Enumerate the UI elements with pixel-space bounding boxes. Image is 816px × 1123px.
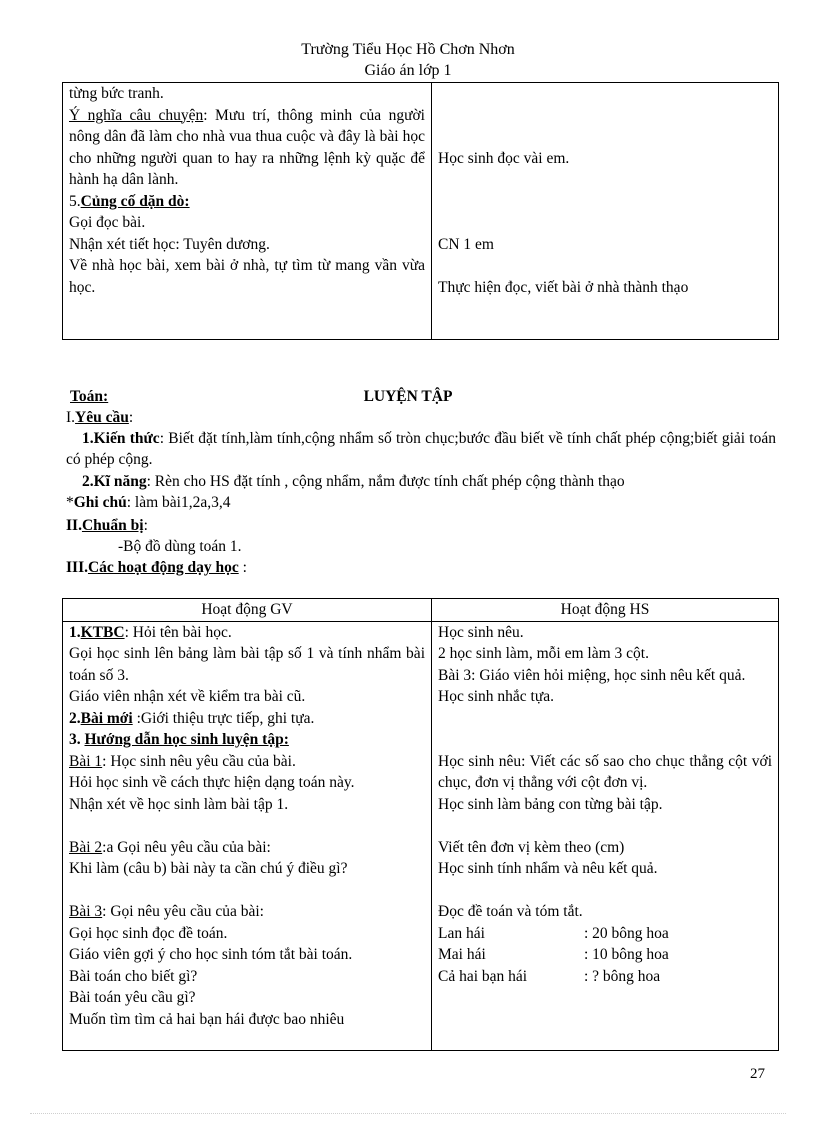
call-line: Gọi học sinh lên bảng làm bài tập số 1 và tính nhẩm bài toán số 3. bbox=[69, 645, 425, 684]
prep-colon: : bbox=[143, 517, 148, 534]
ktbc-number: 1. bbox=[69, 623, 81, 641]
act-number: III. bbox=[66, 559, 88, 576]
exercise3-text: : Gọi nêu yêu cầu của bài: bbox=[102, 903, 264, 920]
teacher-check-line: Giáo viên nhận xét về kiểm tra bài cũ. bbox=[69, 688, 306, 705]
guide-label: Hướng dẫn học sinh luyện tập: bbox=[84, 731, 289, 748]
students-read: Học sinh đọc vài em. bbox=[438, 149, 570, 167]
exercise1-label: Bài 1 bbox=[69, 752, 103, 770]
homework-line: Về nhà học bài, xem bài ở nhà, tự tìm từ mang vần vừa học. bbox=[69, 257, 425, 296]
req-colon: : bbox=[128, 409, 134, 426]
note-label: Ghi chú bbox=[73, 494, 127, 511]
knowledge-label: Kiến thức bbox=[93, 430, 160, 447]
exercise3-asked: Bài toán yêu cầu gì? bbox=[69, 989, 196, 1006]
write-line: Học sinh nêu: Viết các số sao cho chục thẳng cột với chục, đơn vị thẳng với cột đơn vị. bbox=[438, 752, 772, 791]
page-number: 27 bbox=[750, 1066, 765, 1082]
meaning-paragraph bbox=[69, 105, 425, 191]
note-text: : làm bài1,2a,3,4 bbox=[126, 494, 231, 511]
exercise3-label: Bài 3 bbox=[69, 903, 103, 920]
knowledge-paragraph bbox=[66, 428, 776, 470]
exercise1-ask: Hỏi học sinh về cách thực hiện dạng toán này. bbox=[69, 774, 355, 791]
note-line bbox=[66, 492, 230, 513]
new-lesson-line bbox=[69, 708, 425, 730]
exercise1-review: Nhận xét về học sinh làm bài tập 1. bbox=[69, 795, 289, 813]
prep-label: Chuẩn bị bbox=[81, 517, 144, 534]
unit-line: Viết tên đơn vị kèm theo (cm) bbox=[438, 838, 625, 856]
exercise3-find: Muốn tìm tìm cả hai bạn hái được bao nhiêu bbox=[69, 1010, 345, 1028]
ktbc-text: : Hỏi tên bài học. bbox=[124, 623, 232, 641]
prep-item: -Bộ đồ dùng toán 1. bbox=[118, 538, 242, 555]
grade-label: Giáo án lớp 1 bbox=[364, 62, 452, 79]
exercise2-ask: Khi làm (câu b) bài này ta cần chú ý điều gì? bbox=[69, 860, 348, 877]
section5-title: Củng cố dặn dò: bbox=[80, 192, 190, 210]
guide-number: 3. bbox=[69, 731, 85, 748]
activities-table bbox=[62, 598, 779, 1051]
page-bottom-divider bbox=[30, 1113, 786, 1114]
act-label: Các hoạt động dạy học bbox=[87, 559, 239, 576]
both-value: : ? bông hoa bbox=[584, 967, 661, 985]
repeat-line: Học sinh nhắc tựa. bbox=[438, 688, 555, 705]
lesson-title: LUYỆN TẬP bbox=[363, 388, 453, 405]
new-text: :Giới thiệu trực tiếp, ghi tựa. bbox=[132, 709, 315, 727]
oral-line: Bài 3: Giáo viên hỏi miệng, học sinh nêu kết quả. bbox=[438, 666, 746, 684]
exercise1-line bbox=[69, 751, 425, 773]
lan-value: : 20 bông hoa bbox=[584, 924, 669, 942]
mai-name: Mai hái bbox=[438, 946, 486, 963]
lan-name: Lan hái bbox=[438, 924, 485, 942]
reading-lesson-table bbox=[62, 82, 779, 340]
two-students-line: 2 học sinh làm, mỗi em làm 3 cột. bbox=[438, 645, 649, 662]
header-teacher: Hoạt động GV bbox=[63, 599, 432, 622]
new-label: Bài mới bbox=[80, 709, 133, 727]
skill-number: 2. bbox=[82, 473, 94, 490]
ktbc-label: KTBC bbox=[80, 623, 125, 641]
read-line: Gọi đọc bài. bbox=[69, 214, 146, 231]
table-row bbox=[63, 83, 779, 340]
exercise1-text: : Học sinh nêu yêu cầu của bài. bbox=[102, 752, 296, 770]
guide-line bbox=[69, 729, 425, 751]
req-label: Yêu cầu bbox=[75, 409, 129, 426]
mental-line: Học sinh tính nhẩm và nêu kết quả. bbox=[438, 860, 658, 877]
header-student: Hoạt động HS bbox=[432, 599, 779, 622]
exercise3-read: Gọi học sinh đọc đề toán. bbox=[69, 924, 228, 942]
exercise2-label: Bài 2 bbox=[69, 838, 103, 856]
meaning-text: : Mưu trí, thông minh của người nông dân đã làm cho nhà vua thua cuộc và đây là bài học cho những người quan to hay ra những lệnh kỳ quặc để hành hạ dân lành. bbox=[69, 106, 425, 188]
act-colon: : bbox=[238, 559, 247, 576]
teacher-activities bbox=[63, 621, 432, 1050]
lan-line bbox=[438, 923, 772, 945]
practice-line: Thực hiện đọc, viết bài ở nhà thành thạo bbox=[438, 278, 689, 296]
exercise2-text: :a Gọi nêu yêu cầu của bài: bbox=[102, 838, 271, 856]
activities-heading bbox=[66, 557, 247, 578]
answer-line: Học sinh nêu. bbox=[438, 623, 524, 641]
meaning-label: Ý nghĩa câu chuyện bbox=[69, 106, 204, 124]
skill-text: : Rèn cho HS đặt tính , cộng nhẩm, nắm được tính chất phép cộng thành thạo bbox=[146, 473, 625, 490]
exercise2-line bbox=[69, 837, 425, 859]
exercise3-given: Bài toán cho biết gì? bbox=[69, 967, 198, 985]
knowledge-text: : Biết đặt tính,làm tính,cộng nhẩm số tròn chục;bước đầu biết về tính chất phép cộng;biết giải toán có phép cộng. bbox=[66, 430, 776, 468]
table-header-row bbox=[63, 599, 779, 622]
new-number: 2. bbox=[69, 709, 81, 727]
skill-label: Kĩ năng bbox=[93, 473, 147, 490]
school-name: Trường Tiểu Học Hồ Chơn Nhơn bbox=[301, 41, 515, 58]
summary-line: Đọc đề toán và tóm tắt. bbox=[438, 903, 583, 920]
table-row bbox=[63, 621, 779, 1050]
ktbc-line bbox=[69, 622, 425, 644]
req-number: I. bbox=[66, 409, 76, 426]
section5-heading bbox=[69, 191, 425, 213]
line: từng bức tranh. bbox=[69, 85, 164, 102]
board-line: Học sinh làm bảng con từng bài tập. bbox=[438, 795, 663, 813]
prep-number: II. bbox=[66, 517, 82, 534]
student-cell bbox=[432, 83, 779, 340]
student-activities bbox=[432, 621, 779, 1050]
review-line: Nhận xét tiết học: Tuyên dương. bbox=[69, 235, 270, 253]
prep-heading bbox=[66, 515, 148, 536]
exercise3-line bbox=[69, 901, 425, 923]
exercise3-hint: Giáo viên gợi ý cho học sinh tóm tắt bài toán. bbox=[69, 946, 353, 963]
knowledge-number: 1. bbox=[82, 430, 94, 447]
section5-number: 5. bbox=[69, 192, 81, 210]
mai-line bbox=[438, 944, 772, 966]
teacher-cell bbox=[63, 83, 432, 340]
both-line bbox=[438, 966, 772, 988]
skill-paragraph bbox=[82, 471, 625, 492]
both-name: Cả hai bạn hái bbox=[438, 967, 528, 985]
cn-line: CN 1 em bbox=[438, 235, 494, 253]
subject-label: Toán: bbox=[70, 388, 109, 405]
mai-value: : 10 bông hoa bbox=[584, 946, 669, 963]
requirements-heading bbox=[66, 407, 133, 428]
note-star: * bbox=[66, 494, 74, 511]
